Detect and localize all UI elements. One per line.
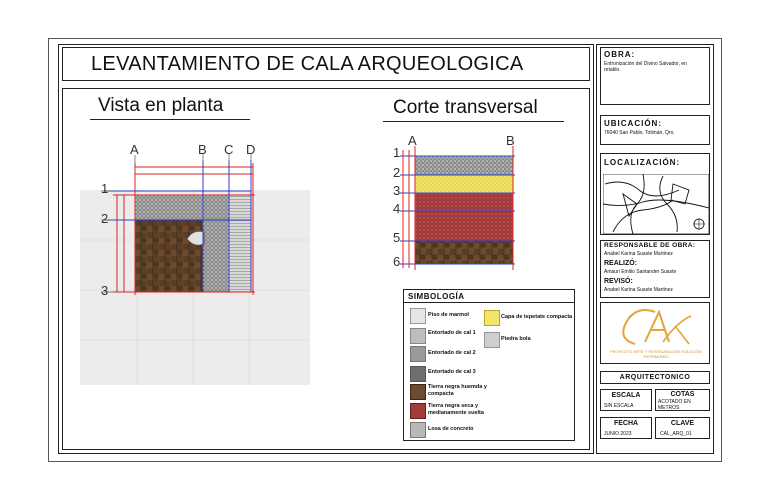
legend-label-cal1: Entortado de cal 1 [428, 330, 476, 336]
plan-fill-soil [135, 220, 203, 292]
legend-title-rule [404, 302, 574, 303]
legend-label-cal3: Entortado de cal 3 [428, 369, 476, 375]
plan-col-label-c: C [224, 142, 234, 157]
section-layer-label-4: 4 [393, 201, 401, 216]
legend-swatch-tepetate [484, 310, 500, 326]
legend-swatch-soil-red [410, 403, 426, 419]
tb-escala-cell [600, 389, 652, 411]
legend-label-tepetate: Capa de tepetate compacta [501, 314, 573, 320]
tb-clave-cell [655, 417, 710, 439]
plan-fill-cal2 [203, 195, 229, 292]
section-layer-3 [415, 193, 513, 211]
tb-ubicacion-label: UBICACIÓN: [604, 119, 662, 128]
tb-discipline-cell [600, 371, 710, 384]
tb-logo-cell [600, 302, 710, 364]
tb-realizo-label: REALIZÓ: [604, 260, 638, 267]
legend-label-soil-red: Tierra negra seca y medianamente suelta [428, 403, 484, 416]
legend-label-marble: Piso de marmol [428, 312, 469, 318]
tb-responsable-label: RESPONSABLE DE OBRA: [604, 242, 696, 249]
plan-col-label-d: D [246, 142, 256, 157]
tb-escala-label: ESCALA [611, 392, 641, 399]
tb-obra-cell [600, 47, 710, 105]
tb-discipline: ARQUITECTONICO [619, 374, 691, 381]
section-layer-label-2: 2 [393, 165, 401, 180]
tb-cotas-label: COTAS [670, 391, 695, 398]
section-layer-label-1: 1 [393, 145, 401, 160]
tb-realizo-value: Amauri Emilio Santander Suaste [604, 269, 677, 275]
plan-title-underline [90, 119, 250, 120]
tb-escala-value: SIN ESCALA [604, 403, 634, 409]
legend-box [403, 289, 575, 441]
plan-row-label-2: 2 [101, 211, 109, 226]
plan-fill-cal1 [229, 195, 251, 292]
tb-localizacion-label: LOCALIZACIÓN: [604, 158, 681, 167]
tb-clave-value: CAL_ARQ_01 [660, 431, 692, 437]
plan-fill-cal3 [135, 195, 203, 220]
section-layer-label-6: 6 [393, 254, 401, 269]
project-logo [605, 306, 705, 350]
tb-responsable-value: Anabel Karina Suaste Martinez [604, 251, 673, 257]
section-layer-label-3: 3 [393, 183, 401, 198]
tb-reviso-label: REVISÓ: [604, 278, 633, 285]
section-col-label-a: A [408, 133, 417, 148]
tb-localizacion-cell [600, 153, 710, 235]
legend-swatch-concrete [410, 422, 426, 438]
section-view-title: Corte transversal [393, 97, 538, 118]
tb-ubicacion-cell [600, 115, 710, 145]
legend-swatch-cal1 [410, 328, 426, 344]
legend-swatch-cal2 [410, 346, 426, 362]
plan-row-label-1: 1 [101, 181, 109, 196]
section-layer-2 [415, 175, 513, 193]
tb-obra-label: OBRA: [604, 50, 636, 59]
tb-clave-label: CLAVE [670, 420, 695, 427]
location-map [603, 174, 709, 234]
legend-label-concrete: Losa de concreto [428, 426, 474, 432]
tb-cotas-value: ACOTADO EN METROS [658, 399, 691, 411]
legend-swatch-soil-brown [410, 384, 426, 400]
plan-view-drawing [75, 135, 315, 385]
section-layer-5 [415, 241, 513, 264]
tb-fecha-cell [600, 417, 652, 439]
legend-swatch-cal3 [410, 366, 426, 382]
legend-label-stone: Piedra bola [501, 336, 531, 342]
plan-row-label-3: 3 [101, 283, 109, 298]
tb-cotas-cell [655, 389, 710, 411]
plan-col-label-a: A [130, 142, 139, 157]
legend-title: SIMBOLOGÍA [408, 292, 465, 301]
section-layer-label-5: 5 [393, 230, 401, 245]
tb-reviso-value: Anabel Karina Suaste Martinez [604, 287, 673, 293]
tb-responsables-cell [600, 240, 710, 298]
section-layer-4 [415, 211, 513, 241]
section-col-label-b: B [506, 133, 515, 148]
tb-obra-value: Entronización del Divino Salvador, en retablo. [604, 61, 687, 73]
section-title-underline [383, 121, 564, 122]
tb-fecha-value: JUNIO 2023 [604, 431, 632, 437]
section-layer-1 [415, 156, 513, 175]
legend-swatch-marble [410, 308, 426, 324]
legend-label-cal2: Entortado de cal 2 [428, 350, 476, 356]
tb-fecha-label: FECHA [613, 420, 639, 427]
tb-ubicacion-value: 76040 San Pablo, Tolimán, Qro. [604, 130, 675, 136]
legend-swatch-stone [484, 332, 500, 348]
title-box [62, 47, 590, 81]
plan-view-title: Vista en planta [98, 95, 224, 116]
logo-caption: PROYECTO ARTE Y RESTAURACIÓN SOLUCIÓN PATRIMONIO [609, 349, 703, 359]
legend-label-soil-brown: Tierra negra huemda y compacta [428, 384, 487, 397]
sheet-title: LEVANTAMIENTO DE CALA ARQUEOLOGICA [91, 53, 524, 75]
plan-col-label-b: B [198, 142, 207, 157]
section-view-drawing [390, 128, 525, 278]
